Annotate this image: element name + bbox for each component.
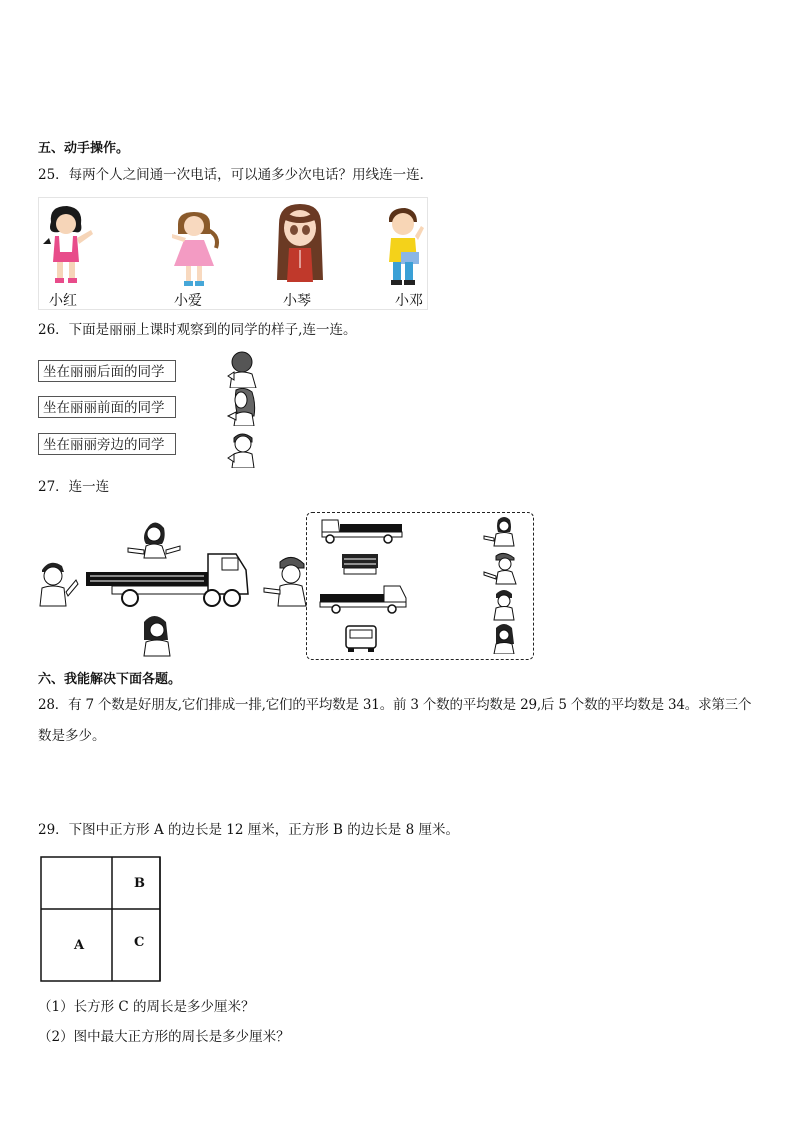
observer-girl-front bbox=[484, 517, 514, 546]
truck-view-side-left bbox=[322, 520, 402, 543]
question-26-text: 26．下面是丽丽上课时观察到的同学的样子,连一连。 bbox=[38, 322, 357, 338]
question-29-text: 29．下图中正方形 A 的边长是 12 厘米，正方形 B 的边长是 8 厘米。 bbox=[38, 822, 459, 838]
squares-diagram bbox=[38, 854, 164, 984]
left-boy-observer bbox=[40, 563, 78, 606]
section-5-title: 五、动手操作。 bbox=[38, 141, 130, 156]
option-front-classmate[interactable]: 坐在丽丽前面的同学 bbox=[38, 396, 176, 418]
right-worker-observer bbox=[264, 557, 306, 606]
truck-view-front bbox=[346, 626, 376, 652]
truck-side-view bbox=[86, 554, 248, 606]
truck-view-side-right bbox=[320, 586, 406, 613]
name-xiaoqin: 小琴 bbox=[283, 293, 311, 309]
question-29-sub1: （1）长方形 C 的周长是多少厘米？ bbox=[38, 999, 255, 1015]
boy-xiaodeng-illustration bbox=[377, 206, 429, 290]
question-25-text: 25．每两个人之间通一次电话，可以通多少次电话？用线连一连． bbox=[38, 167, 434, 183]
child-back-view-icon[interactable] bbox=[224, 350, 258, 388]
rectangle-c-label: C bbox=[134, 935, 145, 950]
truck-views-column bbox=[318, 514, 408, 654]
question-28-line2: 数是多少。 bbox=[38, 728, 106, 744]
observer-girl-back bbox=[494, 624, 514, 654]
square-b-label: B bbox=[134, 876, 145, 891]
question-27-text: 27．连一连 bbox=[38, 479, 110, 495]
observer-views-column bbox=[482, 514, 522, 654]
top-girl-observer bbox=[128, 522, 180, 558]
girl-xiaoqin-illustration bbox=[271, 202, 329, 286]
observer-worker bbox=[484, 553, 516, 584]
question-28-line1: 28．有 7 个数是好朋友,它们排成一排,它们的平均数是 31。前 3 个数的平均数是 29,后 5 个数的平均数是 34。求第三个 bbox=[38, 697, 752, 713]
girl-xiaohong-illustration bbox=[39, 204, 99, 286]
square-a-label: A bbox=[74, 938, 85, 953]
name-xiaoai: 小爱 bbox=[174, 293, 202, 309]
bottom-girl-observer bbox=[144, 616, 170, 656]
observer-boy bbox=[494, 590, 514, 620]
girl-xiaoai-illustration bbox=[164, 208, 224, 290]
name-xiaohong: 小红 bbox=[49, 293, 77, 309]
truck-view-back bbox=[342, 554, 378, 574]
child-girl-side-view-icon[interactable] bbox=[226, 386, 260, 426]
option-behind-classmate[interactable]: 坐在丽丽后面的同学 bbox=[38, 360, 176, 382]
child-boy-front-view-icon[interactable] bbox=[226, 430, 260, 468]
option-beside-classmate[interactable]: 坐在丽丽旁边的同学 bbox=[38, 433, 176, 455]
section-6-title: 六、我能解决下面各题。 bbox=[38, 672, 182, 687]
q25-figure bbox=[38, 197, 428, 310]
truck-observers-scene bbox=[36, 514, 308, 660]
question-29-sub2: （2）图中最大正方形的周长是多少厘米？ bbox=[38, 1029, 290, 1045]
name-xiaodeng: 小邓 bbox=[395, 293, 423, 309]
